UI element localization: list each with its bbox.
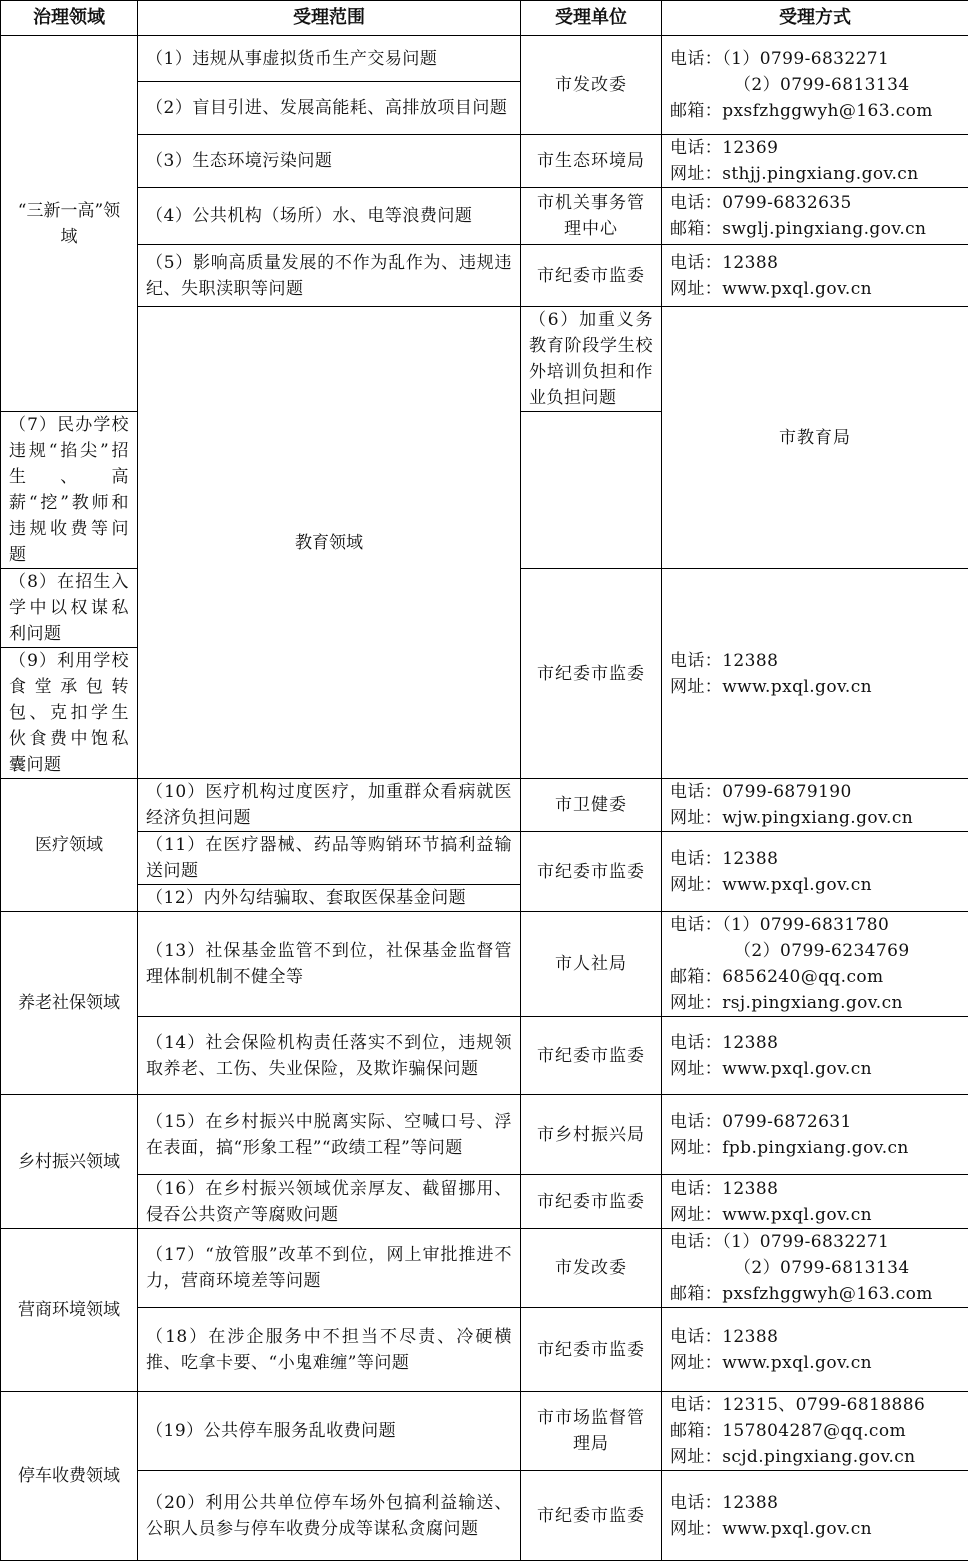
contact-line: （2）0799-6813134 <box>670 1255 960 1281</box>
unit-cell: 市乡村振兴局 <box>521 1095 662 1175</box>
contact-line: 网址：www.pxql.gov.cn <box>670 1516 960 1542</box>
contact-line: 电话：0799-6872631 <box>670 1109 960 1135</box>
field-rural-revitalization: 乡村振兴领域 <box>1 1095 138 1229</box>
contact-line: （2）0799-6813134 <box>670 72 960 98</box>
contact-line: 电话：（1）0799-6832271 <box>670 1229 960 1255</box>
contact-line: 邮箱：157804287@qq.com <box>670 1418 960 1444</box>
contact-cell <box>662 1175 968 1229</box>
unit-cell: 市市场监督管理局 <box>521 1392 662 1471</box>
contact-line: 电话：0799-6832635 <box>670 190 960 216</box>
contact-line: 网址：rsj.pingxiang.gov.cn <box>670 990 960 1016</box>
table-row <box>1 912 968 1017</box>
unit-cell: 市纪委市监委 <box>521 245 662 307</box>
table-row <box>1 832 968 885</box>
scope-item: （19）公共停车服务乱收费问题 <box>138 1392 521 1471</box>
contact-cell <box>662 832 968 912</box>
scope-item: （12）内外勾结骗取、套取医保基金问题 <box>138 885 521 912</box>
contact-cell <box>662 1229 968 1308</box>
unit-cell: 市机关事务管理中心 <box>521 188 662 245</box>
table-row <box>1 1017 968 1095</box>
scope-item: （8）在招生入学中以权谋私利问题 <box>1 569 138 648</box>
header-acceptance-method: 受理方式 <box>662 1 968 36</box>
table-row <box>1 1392 968 1471</box>
table-row <box>1 1308 968 1392</box>
scope-item: （18）在涉企服务中不担当不尽责、冷硬横推、吃拿卡要、“小鬼难缠”等问题 <box>138 1308 521 1392</box>
scope-item: （16）在乡村振兴领域优亲厚友、截留挪用、侵吞公共资产等腐败问题 <box>138 1175 521 1229</box>
contact-line: 网址：www.pxql.gov.cn <box>670 1202 960 1228</box>
contact-line: 网址：www.pxql.gov.cn <box>670 674 960 700</box>
contact-line: 电话：0799-6879190 <box>670 779 960 805</box>
contact-cell <box>662 1017 968 1095</box>
scope-item: （1）违规从事虚拟货币生产交易问题 <box>138 36 521 82</box>
contact-cell <box>662 245 968 307</box>
header-row <box>1 1 968 36</box>
contact-cell <box>662 188 968 245</box>
contact-line: 电话：（1）0799-6832271 <box>670 46 960 72</box>
unit-cell: 市纪委市监委 <box>521 1471 662 1561</box>
scope-item: （10）医疗机构过度医疗，加重群众看病就医经济负担问题 <box>138 779 521 832</box>
scope-item: （9）利用学校食堂承包转包、克扣学生伙食费中饱私囊问题 <box>1 648 138 779</box>
contact-line: 电话：12388 <box>670 1324 960 1350</box>
contact-line: （2）0799-6234769 <box>670 938 960 964</box>
header-acceptance-scope: 受理范围 <box>138 1 521 36</box>
scope-item: （15）在乡村振兴中脱离实际、空喊口号、浮在表面，搞“形象工程”“政绩工程”等问题 <box>138 1095 521 1175</box>
contact-line: 电话：（1）0799-6831780 <box>670 912 960 938</box>
header-acceptance-unit: 受理单位 <box>521 1 662 36</box>
field-medical: 医疗领域 <box>1 779 138 912</box>
table-row <box>1 245 968 307</box>
unit-cell: 市教育局 <box>662 307 968 569</box>
table-row <box>1 188 968 245</box>
contact-cell <box>662 1308 968 1392</box>
contact-cell <box>662 135 968 188</box>
contact-line: 网址：scjd.pingxiang.gov.cn <box>670 1444 960 1470</box>
contact-line: 邮箱：swglj.pingxiang.gov.cn <box>670 216 960 242</box>
unit-cell: 市纪委市监委 <box>521 832 662 912</box>
contact-line: 邮箱：pxsfzhggwyh@163.com <box>670 98 960 124</box>
unit-cell: 市生态环境局 <box>521 135 662 188</box>
scope-item: （4）公共机构（场所）水、电等浪费问题 <box>138 188 521 245</box>
contact-line: 网址：sthjj.pingxiang.gov.cn <box>670 161 960 187</box>
table-row <box>1 135 968 188</box>
unit-cell: 市纪委市监委 <box>521 1308 662 1392</box>
contact-line: 网址：www.pxql.gov.cn <box>670 276 960 302</box>
table-row <box>1 1175 968 1229</box>
contact-cell <box>662 36 968 135</box>
contact-line: 邮箱：6856240@qq.com <box>670 964 960 990</box>
table-row <box>1 36 968 82</box>
contact-line: 网址：wjw.pingxiang.gov.cn <box>670 805 960 831</box>
scope-item: （11）在医疗器械、药品等购销环节搞利益输送问题 <box>138 832 521 885</box>
contact-line: 电话：12315、0799-6818886 <box>670 1392 960 1418</box>
field-education: 教育领域 <box>138 307 521 779</box>
unit-cell: 市纪委市监委 <box>521 569 662 779</box>
contact-line: 网址：www.pxql.gov.cn <box>670 1056 960 1082</box>
contact-line: 电话：12388 <box>670 846 960 872</box>
field-parking-fees: 停车收费领域 <box>1 1392 138 1561</box>
contact-line: 电话：12388 <box>670 250 960 276</box>
contact-cell <box>662 1471 968 1561</box>
table-row <box>1 779 968 832</box>
scope-item: （3）生态环境污染问题 <box>138 135 521 188</box>
contact-line: 网址：www.pxql.gov.cn <box>670 1350 960 1376</box>
table-row <box>1 1095 968 1175</box>
table-row <box>1 1229 968 1308</box>
contact-line: 电话：12388 <box>670 648 960 674</box>
scope-item: （5）影响高质量发展的不作为乱作为、违规违纪、失职渎职等问题 <box>138 245 521 307</box>
contact-line: 邮箱：pxsfzhggwyh@163.com <box>670 1281 960 1307</box>
contact-cell <box>662 569 968 779</box>
scope-item: （17）“放管服”改革不到位，网上审批推进不力，营商环境差等问题 <box>138 1229 521 1308</box>
contact-line: 网址：www.pxql.gov.cn <box>670 872 960 898</box>
table-row <box>1 307 968 412</box>
contact-line: 电话：12388 <box>670 1176 960 1202</box>
scope-item: （14）社会保险机构责任落实不到位，违规领取养老、工伤、失业保险，及欺诈骗保问题 <box>138 1017 521 1095</box>
unit-cell: 市纪委市监委 <box>521 1175 662 1229</box>
table-row <box>1 1471 968 1561</box>
scope-item: （2）盲目引进、发展高能耗、高排放项目问题 <box>138 82 521 135</box>
contact-line: 电话：12369 <box>670 135 960 161</box>
contact-line: 电话：12388 <box>670 1030 960 1056</box>
scope-item: （6）加重义务教育阶段学生校外培训负担和作业负担问题 <box>521 307 662 412</box>
contact-cell <box>662 912 968 1017</box>
unit-cell: 市卫健委 <box>521 779 662 832</box>
field-pension-social-security: 养老社保领域 <box>1 912 138 1095</box>
unit-cell: 市人社局 <box>521 912 662 1017</box>
field-sanxin-yigao: “三新一高”领域 <box>1 36 138 412</box>
unit-cell: 市纪委市监委 <box>521 1017 662 1095</box>
contact-cell <box>662 1392 968 1471</box>
unit-cell: 市发改委 <box>521 36 662 135</box>
contact-cell <box>662 779 968 832</box>
scope-item: （13）社保基金监管不到位，社保基金监督管理体制机制不健全等 <box>138 912 521 1017</box>
scope-item: （20）利用公共单位停车场外包搞利益输送、公职人员参与停车收费分成等谋私贪腐问题 <box>138 1471 521 1561</box>
contact-cell <box>662 1095 968 1175</box>
contact-line: 网址：fpb.pingxiang.gov.cn <box>670 1135 960 1161</box>
field-business-environment: 营商环境领域 <box>1 1229 138 1392</box>
unit-cell: 市发改委 <box>521 1229 662 1308</box>
header-governance-field: 治理领域 <box>1 1 138 36</box>
contact-line: 电话：12388 <box>670 1490 960 1516</box>
scope-item: （7）民办学校违规“掐尖”招生、高薪“挖”教师和违规收费等问题 <box>1 412 138 569</box>
